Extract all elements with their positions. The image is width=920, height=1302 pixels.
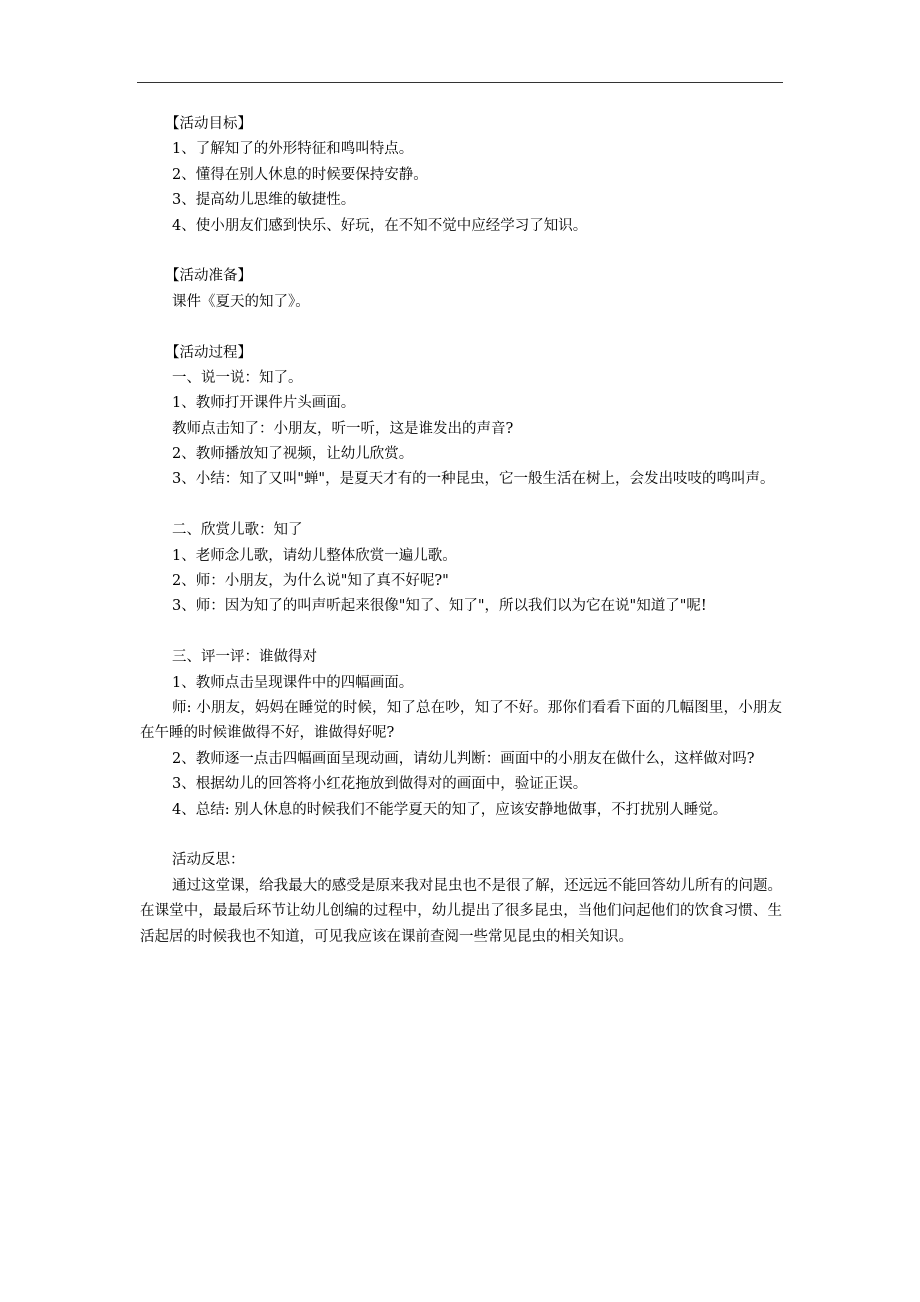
part3-step: 师: 小朋友，妈妈在睡觉的时候，知了总在吵，知了不好。那你们看看下面的几幅图里，小朋友在午睡的时候谁做得不好，谁做得好呢? (140, 700, 782, 742)
part2-step: 3、师：因为知了的叫声听起来很像"知了、知了"，所以我们以为它在说"知道了"呢! (172, 598, 707, 615)
part1-step: 2、教师播放知了视频，让幼儿欣赏。 (172, 446, 414, 463)
document-body (140, 112, 782, 950)
goal-item: 3、提高幼儿思维的敏捷性。 (172, 192, 356, 209)
part2-step: 1、老师念儿歌，请幼儿整体欣赏一遍儿歌。 (172, 547, 457, 564)
goals-heading: 【活动目标】 (165, 116, 252, 132)
part2-title: 二、欣赏儿歌：知了 (172, 522, 303, 539)
part1-step: 1、教师打开课件片头画面。 (172, 395, 356, 412)
part1-summary: 3、小结：知了又叫"蝉"，是夏天才有的一种昆虫，它一般生活在树上，会发出吱吱的鸣叫声。 (172, 471, 775, 488)
prep-text: 课件《夏天的知了》。 (172, 293, 310, 310)
header-rule (137, 82, 783, 83)
part1-title: 一、说一说：知了。 (172, 369, 303, 386)
prep-heading: 【活动准备】 (165, 268, 252, 285)
part1-step: 教师点击知了：小朋友，听一听，这是谁发出的声音? (172, 420, 514, 437)
part3-step: 2、教师逐一点击四幅画面呈现动画，请幼儿判断：画面中的小朋友在做什么，这样做对吗? (172, 750, 755, 767)
reflection-heading: 活动反思： (172, 852, 245, 869)
part3-title: 三、评一评：谁做得对 (172, 649, 317, 666)
part3-step: 1、教师点击呈现课件中的四幅画面。 (172, 674, 414, 691)
part2-step: 2、师：小朋友，为什么说"知了真不好呢?" (172, 573, 449, 590)
goal-item: 4、使小朋友们感到快乐、好玩，在不知不觉中应经学习了知识。 (172, 217, 588, 234)
reflection-text: 通过这堂课，给我最大的感受是原来我对昆虫也不是很了解，还远远不能回答幼儿所有的问题。在课堂中，最最后环节让幼儿创编的过程中，幼儿提出了很多昆虫，当他们问起他们的饮食习惯、生活起居的时候我也不知道，可见我应该在课前查阅一些常见昆虫的相关知识。 (140, 877, 782, 945)
process-heading: 【活动过程】 (165, 344, 252, 361)
goal-item: 1、了解知了的外形特征和鸣叫特点。 (172, 141, 414, 158)
part3-step: 3、根据幼儿的回答将小红花拖放到做得对的画面中，验证正误。 (172, 776, 588, 793)
goal-item: 2、懂得在别人休息的时候要保持安静。 (172, 166, 428, 183)
part3-summary: 4、总结: 别人休息的时候我们不能学夏天的知了，应该安静地做事，不打扰别人睡觉。 (172, 801, 728, 818)
